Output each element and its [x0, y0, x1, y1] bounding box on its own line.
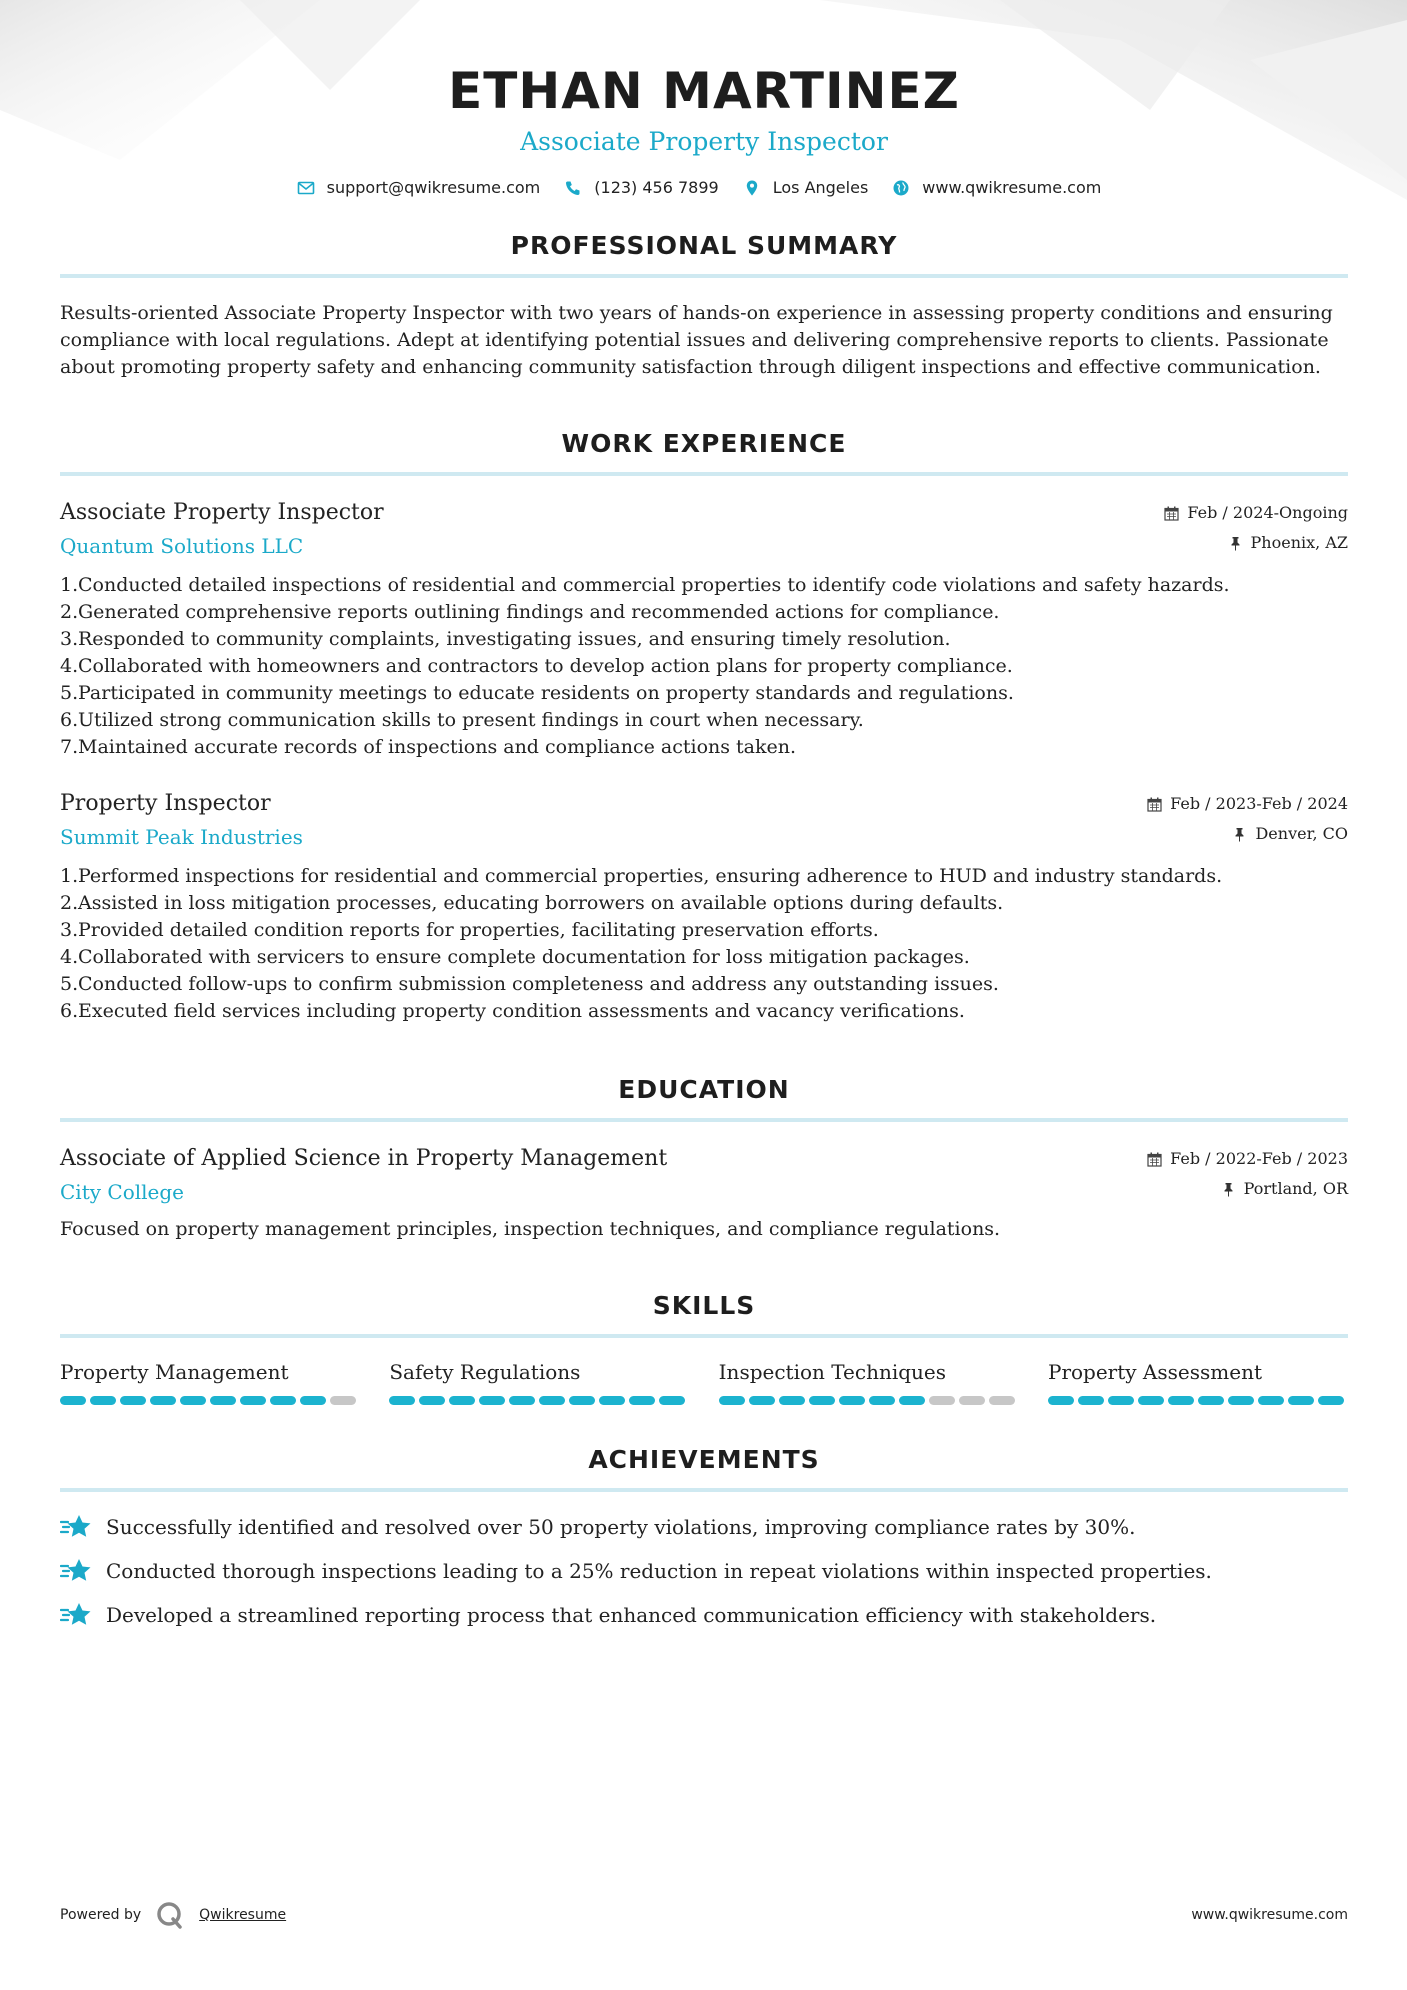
skill-level-segment — [1078, 1396, 1104, 1405]
qwikresume-logo-icon — [155, 1900, 185, 1930]
candidate-role: Associate Property Inspector — [520, 127, 888, 156]
skill-name: Property Management — [60, 1360, 289, 1384]
job-meta — [1147, 789, 1348, 849]
calendar-icon — [1147, 1152, 1162, 1167]
skill-item — [389, 1358, 689, 1405]
achievement-item — [60, 1512, 1348, 1542]
skill-level-segment — [1138, 1396, 1164, 1405]
skill-level-segment — [1288, 1396, 1314, 1405]
job-dates: Feb / 2024-Ongoing — [1187, 503, 1348, 522]
job-company: Summit Peak Industries — [60, 825, 303, 849]
skill-level-segment — [419, 1396, 445, 1405]
calendar-icon — [1164, 506, 1179, 521]
skill-level-segment — [839, 1396, 865, 1405]
skill-level-segment — [1318, 1396, 1344, 1405]
skills-section — [60, 1291, 1348, 1405]
skill-level-segment — [509, 1396, 535, 1405]
skill-level-segment — [1198, 1396, 1224, 1405]
contact-phone[interactable] — [564, 178, 718, 197]
skill-name: Property Assessment — [1047, 1360, 1262, 1384]
skill-level-segment — [389, 1396, 415, 1405]
list-item: 4. Collaborated with servicers to ensure complete documentation for loss mitigation packages. — [60, 946, 970, 968]
phone-icon — [564, 179, 582, 197]
skill-level-bar — [60, 1396, 360, 1405]
job-title: Property Inspector — [60, 791, 271, 816]
page-footer — [60, 1900, 1348, 1930]
skill-level-segment — [90, 1396, 116, 1405]
skill-item — [719, 1358, 1019, 1405]
education-dates: Feb / 2022-Feb / 2023 — [1170, 1149, 1348, 1168]
skill-level-segment — [270, 1396, 296, 1405]
list-item: 5. Participated in community meetings to educate residents on property standards and regulations. — [60, 682, 1014, 704]
skill-level-segment — [449, 1396, 475, 1405]
experience-section — [60, 429, 1348, 1025]
skill-item — [60, 1358, 360, 1405]
skill-level-segment — [809, 1396, 835, 1405]
education-section — [60, 1075, 1348, 1243]
website-text: www.qwikresume.com — [922, 178, 1102, 197]
skill-level-segment — [1168, 1396, 1194, 1405]
list-item: 7. Maintained accurate records of inspections and compliance actions taken. — [60, 736, 797, 758]
calendar-icon — [1147, 797, 1162, 812]
education-heading: EDUCATION — [60, 1075, 1348, 1122]
envelope-icon — [297, 179, 315, 197]
skill-level-segment — [60, 1396, 86, 1405]
brand-link[interactable]: Qwikresume — [199, 1907, 287, 1923]
job-entry — [60, 498, 1348, 761]
achievements-section — [60, 1445, 1348, 1630]
skill-item — [1048, 1358, 1348, 1405]
contact-website[interactable] — [892, 178, 1101, 197]
job-bullets — [60, 863, 1348, 1025]
list-item: 1. Performed inspections for residential and commercial properties, ensuring adherence to HUD and industry standards. — [60, 865, 1223, 887]
education-meta — [1147, 1144, 1348, 1204]
education-location: Portland, OR — [1243, 1179, 1348, 1198]
skill-level-segment — [659, 1396, 685, 1405]
skill-level-segment — [899, 1396, 925, 1405]
school-name: City College — [60, 1180, 185, 1204]
job-company: Quantum Solutions LLC — [60, 534, 304, 558]
star-icon — [60, 1556, 92, 1586]
skill-level-segment — [959, 1396, 985, 1405]
list-item: 2. Assisted in loss mitigation processes, educating borrowers on available options during defaults. — [60, 892, 1004, 914]
skill-level-segment — [240, 1396, 266, 1405]
skill-level-segment — [779, 1396, 805, 1405]
achievement-item — [60, 1556, 1348, 1586]
job-location: Denver, CO — [1255, 824, 1348, 843]
list-item: 4. Collaborated with homeowners and contractors to develop action plans for property compliance. — [60, 655, 1013, 677]
skill-level-bar — [719, 1396, 1019, 1405]
skill-level-segment — [180, 1396, 206, 1405]
skill-level-segment — [479, 1396, 505, 1405]
star-icon — [60, 1512, 92, 1542]
job-bullets — [60, 572, 1348, 761]
job-entry — [60, 789, 1348, 1025]
experience-heading: WORK EXPERIENCE — [60, 429, 1348, 476]
skill-level-segment — [1258, 1396, 1284, 1405]
list-item: 5. Conducted follow-ups to confirm submission completeness and address any outstanding issues. — [60, 973, 999, 995]
skill-level-segment — [539, 1396, 565, 1405]
skill-level-segment — [929, 1396, 955, 1405]
summary-heading: PROFESSIONAL SUMMARY — [60, 231, 1348, 278]
list-item: 3. Responded to community complaints, investigating issues, and ensuring timely resolution. — [60, 628, 951, 650]
list-item: 6. Executed field services including property condition assessments and vacancy verifications. — [60, 1000, 965, 1022]
skill-level-segment — [599, 1396, 625, 1405]
achievements-heading: ACHIEVEMENTS — [60, 1445, 1348, 1492]
email-text: support@qwikresume.com — [326, 178, 541, 197]
skill-level-segment — [719, 1396, 745, 1405]
skill-name: Inspection Techniques — [718, 1360, 947, 1384]
degree-title: Associate of Applied Science in Property Management — [60, 1146, 668, 1171]
job-location: Phoenix, AZ — [1250, 533, 1348, 552]
phone-text: (123) 456 7899 — [594, 178, 719, 197]
globe-icon — [892, 179, 910, 197]
achievement-text: Conducted thorough inspections leading to a 25% reduction in repeat violations within inspected properties. — [106, 1559, 1212, 1583]
list-item: 1. Conducted detailed inspections of residential and commercial properties to identify code violations and safety hazards. — [60, 574, 1230, 596]
contact-row — [60, 178, 1348, 197]
skill-level-segment — [569, 1396, 595, 1405]
contact-email[interactable] — [297, 178, 541, 197]
skill-level-segment — [1228, 1396, 1254, 1405]
skills-heading: SKILLS — [60, 1291, 1348, 1338]
skill-level-bar — [1048, 1396, 1348, 1405]
skill-level-segment — [210, 1396, 236, 1405]
skill-level-segment — [300, 1396, 326, 1405]
achievement-text: Developed a streamlined reporting process that enhanced communication efficiency with stakeholders. — [106, 1603, 1157, 1627]
footer-website-link[interactable]: www.qwikresume.com — [1191, 1907, 1348, 1923]
skill-level-segment — [150, 1396, 176, 1405]
job-meta — [1164, 498, 1348, 558]
achievement-text: Successfully identified and resolved over 50 property violations, improving compliance rates by 30%. — [106, 1515, 1136, 1539]
skill-level-segment — [989, 1396, 1015, 1405]
skill-level-segment — [1048, 1396, 1074, 1405]
powered-by-label: Powered by — [60, 1907, 142, 1923]
contact-location — [743, 178, 869, 197]
pushpin-icon — [1232, 827, 1247, 842]
list-item: 2. Generated comprehensive reports outlining findings and recommended actions for compliance. — [60, 601, 1000, 623]
education-description: Focused on property management principles, inspection techniques, and compliance regulations. — [60, 1218, 1001, 1240]
summary-section — [60, 231, 1348, 381]
skill-level-segment — [869, 1396, 895, 1405]
job-dates: Feb / 2023-Feb / 2024 — [1170, 794, 1348, 813]
pushpin-icon — [1221, 1182, 1236, 1197]
skill-level-segment — [629, 1396, 655, 1405]
location-text: Los Angeles — [772, 178, 869, 197]
job-title: Associate Property Inspector — [60, 500, 384, 525]
skills-row — [60, 1358, 1348, 1405]
star-icon — [60, 1600, 92, 1630]
skill-name: Safety Regulations — [389, 1360, 581, 1384]
map-pin-icon — [743, 179, 761, 197]
skill-level-segment — [120, 1396, 146, 1405]
list-item: 3. Provided detailed condition reports for properties, facilitating preservation efforts. — [60, 919, 879, 941]
list-item: 6. Utilized strong communication skills to present findings in court when necessary. — [60, 709, 864, 731]
skill-level-segment — [1108, 1396, 1134, 1405]
pushpin-icon — [1228, 536, 1243, 551]
resume-header — [60, 0, 1348, 197]
summary-text: Results-oriented Associate Property Inspector with two years of hands-on experience in assessing property conditions and ensuring compliance with local regulations. Adept at identifying potential issues and delivering comprehensive reports to clients. Passionate about promoting property safety and enhancing community satisfaction through diligent inspections and effective communication. — [60, 302, 1333, 378]
achievement-item — [60, 1600, 1348, 1630]
skill-level-segment — [330, 1396, 356, 1405]
skill-level-segment — [749, 1396, 775, 1405]
resume-page — [60, 0, 1348, 1644]
candidate-name: ETHAN MARTINEZ — [448, 62, 960, 120]
skill-level-bar — [389, 1396, 689, 1405]
